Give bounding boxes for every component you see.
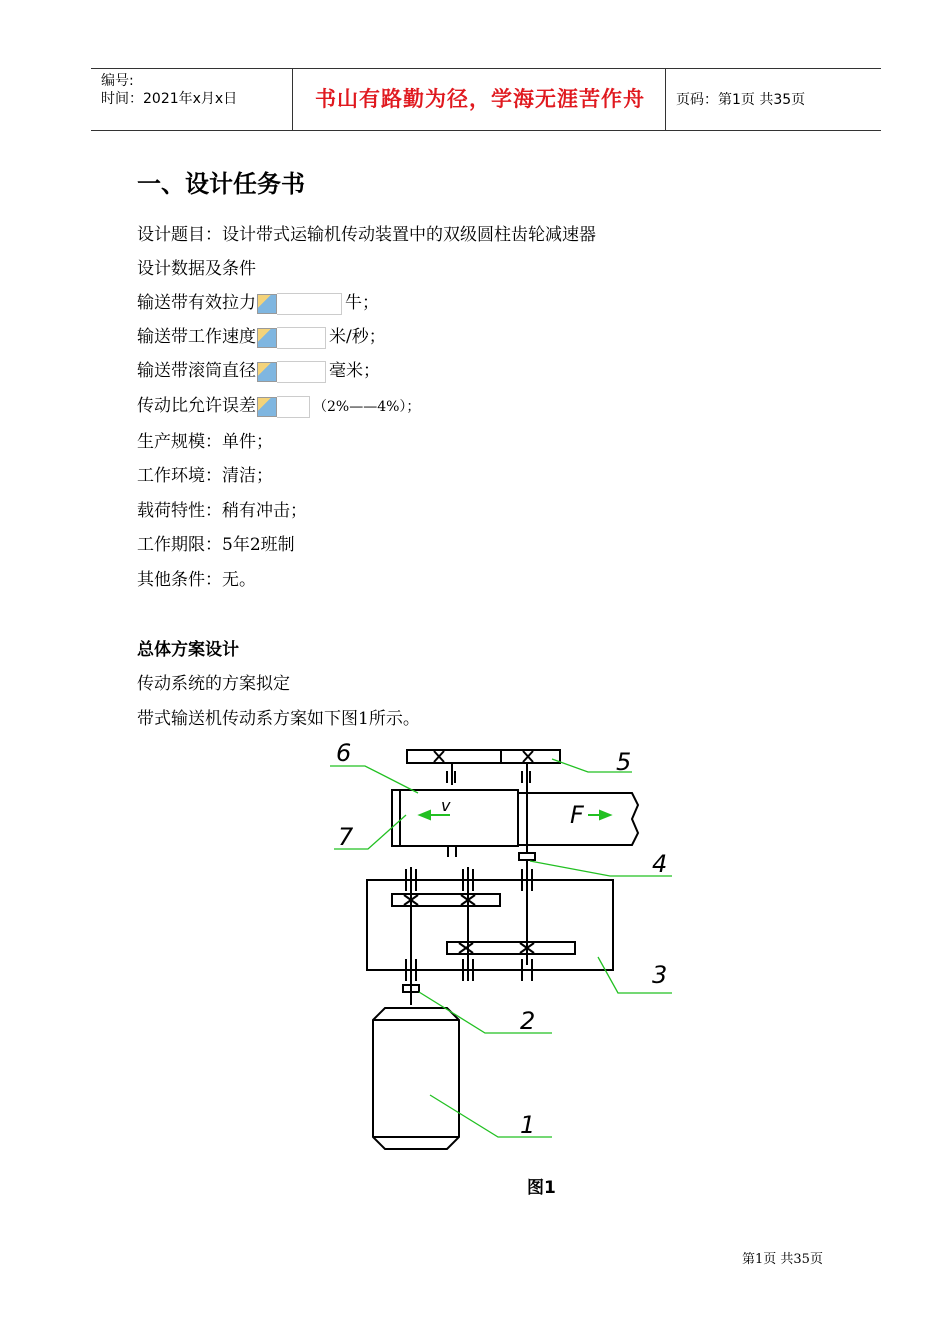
- section-title: 一、设计任务书: [137, 170, 305, 198]
- label-6: 6: [336, 739, 352, 767]
- label-v: v: [441, 796, 451, 815]
- broken-image-icon: [257, 397, 277, 417]
- header-divider: [665, 69, 666, 130]
- label-5: 5: [616, 748, 632, 776]
- force-label: 输送带有效拉力: [137, 293, 256, 313]
- velocity-arrowhead: [420, 811, 430, 819]
- gear-pair-5: [407, 750, 560, 763]
- ratio-label: 传动比允许误差: [137, 396, 256, 416]
- label-7: 7: [338, 823, 354, 851]
- header-motto: 书山有路勤为径，学海无涯苦作舟: [315, 86, 645, 111]
- figure-caption: 图1: [527, 1178, 556, 1198]
- leader-6: [330, 766, 418, 793]
- force-line: [137, 288, 379, 315]
- gear-pair-upper: [392, 894, 500, 906]
- ratio-value-box: [277, 396, 310, 418]
- ratio-line: [137, 391, 420, 418]
- ratio-unit: （2%——4%）；: [313, 399, 421, 415]
- header-divider: [292, 69, 293, 130]
- speed-line: [137, 322, 386, 349]
- code-label: 编号:: [101, 73, 134, 89]
- production-scale: 生产规模：单件；: [137, 432, 273, 452]
- label-2: 2: [520, 1007, 536, 1035]
- header-left: [101, 72, 237, 108]
- work-environment: 工作环境：清洁；: [137, 466, 273, 486]
- load-characteristic: 载荷特性：稍有冲击；: [137, 501, 307, 521]
- label-4: 4: [652, 850, 668, 878]
- overall-design-heading: 总体方案设计: [137, 640, 239, 660]
- drum-value-box: [277, 361, 326, 383]
- transmission-diagram: [320, 735, 680, 1155]
- work-period: 工作期限：5年2班制: [137, 535, 295, 555]
- broken-image-icon: [257, 294, 277, 314]
- speed-label: 输送带工作速度: [137, 327, 256, 347]
- label-f: F: [570, 801, 584, 829]
- design-topic: 设计题目：设计带式运输机传动装置中的双级圆柱齿轮减速器: [137, 225, 596, 245]
- force-unit: 牛；: [345, 293, 379, 313]
- drum-label: 输送带滚筒直径: [137, 361, 256, 381]
- speed-unit: 米/秒；: [329, 327, 386, 347]
- coupling-4: [519, 853, 535, 860]
- force-arrowhead: [600, 811, 610, 819]
- label-3: 3: [652, 961, 668, 989]
- page-header: [91, 68, 881, 131]
- header-page-label: 页码：第1页 共35页: [676, 92, 806, 108]
- broken-image-icon: [257, 328, 277, 348]
- label-1: 1: [520, 1111, 536, 1139]
- drum-7: [392, 790, 518, 846]
- speed-value-box: [277, 327, 326, 349]
- page-footer: 第1页 共35页: [742, 1252, 823, 1267]
- drum-unit: 毫米；: [329, 361, 380, 381]
- broken-image-icon: [257, 362, 277, 382]
- leader-4: [530, 861, 672, 876]
- drive-plan-heading: 传动系统的方案拟定: [137, 674, 290, 694]
- figure-intro: 带式输送机传动系方案如下图1所示。: [137, 709, 420, 729]
- design-data-heading: 设计数据及条件: [137, 259, 256, 279]
- drum-line: [137, 356, 380, 383]
- force-value-box: [277, 293, 342, 315]
- time-label: 时间：2021年x月x日: [101, 91, 238, 107]
- other-conditions: 其他条件：无。: [137, 570, 256, 590]
- motor-1: [373, 1008, 459, 1149]
